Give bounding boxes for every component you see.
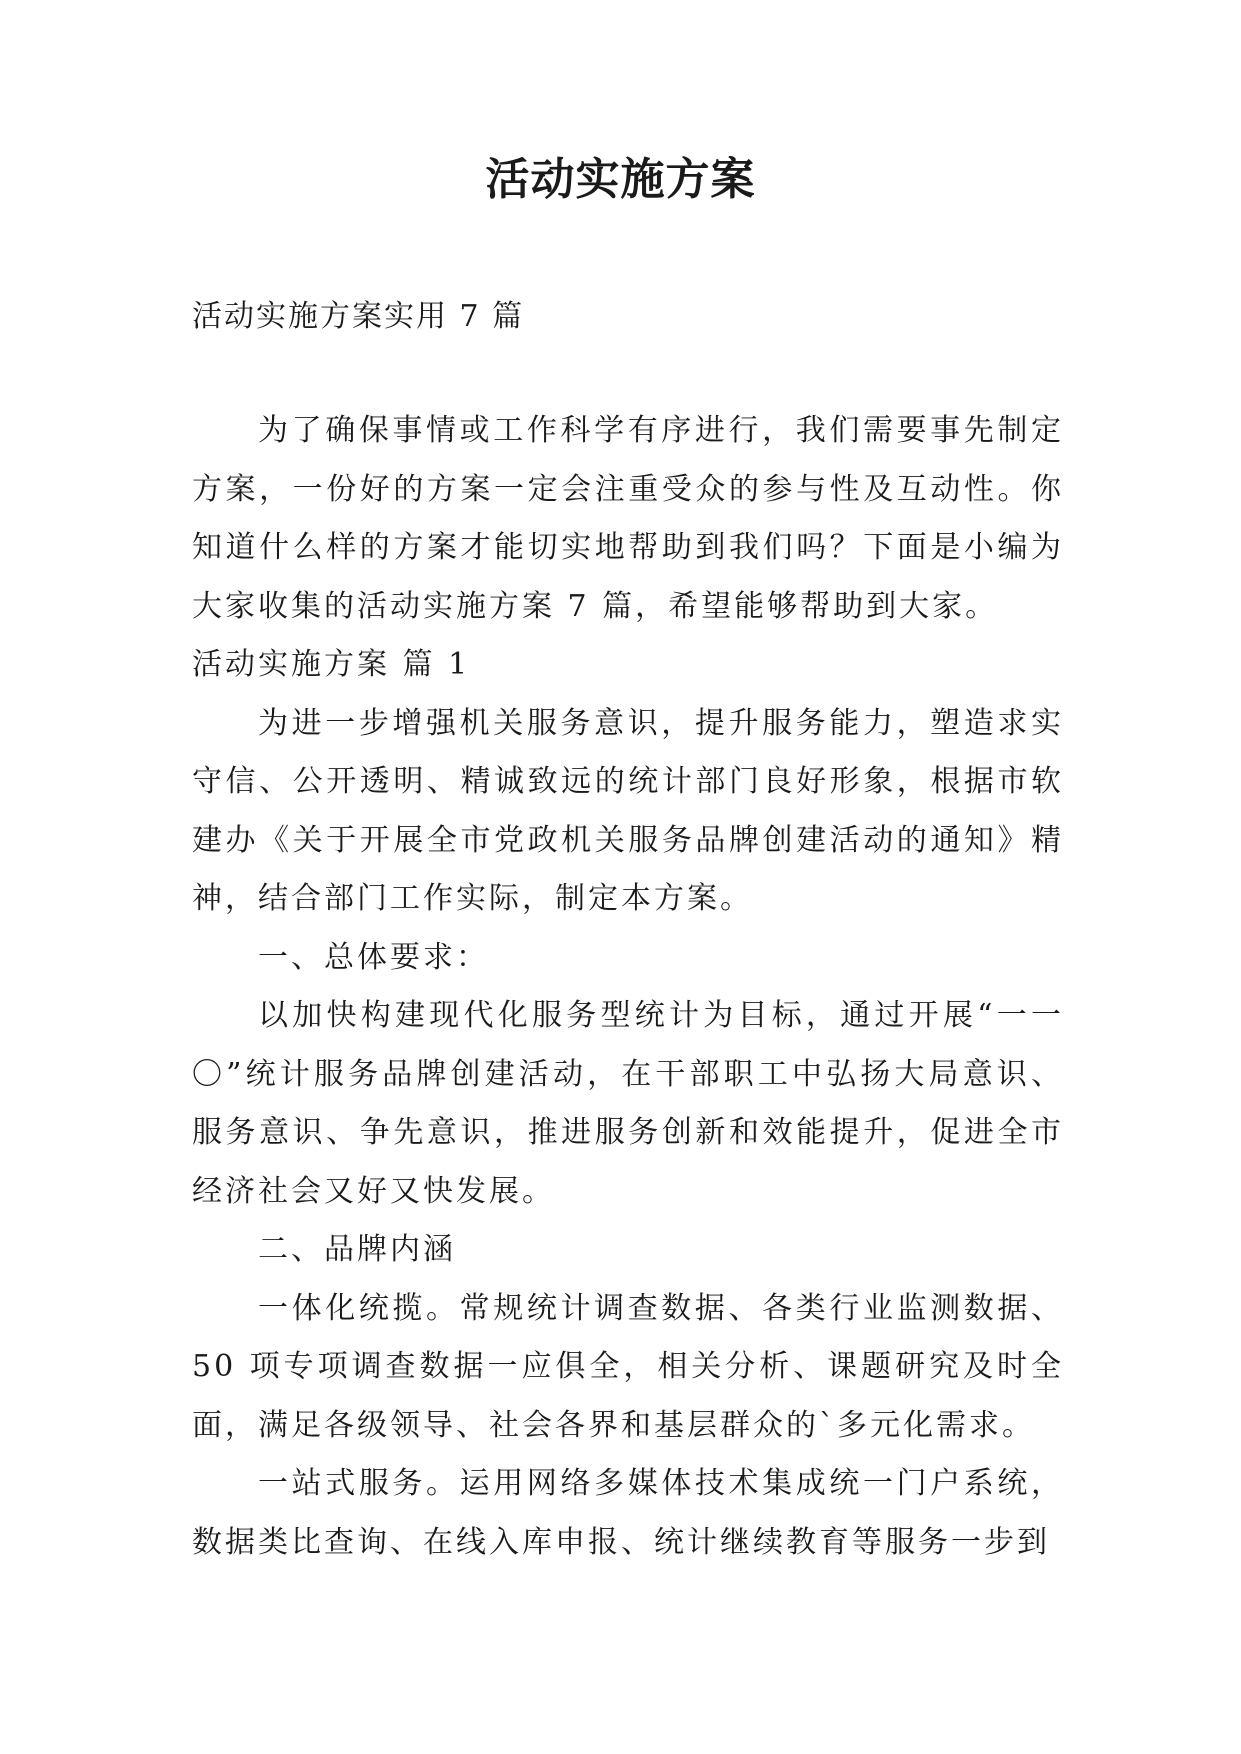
- paragraph: 一体化统揽。常规统计调查数据、各类行业监测数据、50 项专项调查数据一应俱全，相关分析、课题研究及时全面，满足各级领导、社会各界和基层群众的`多元化需求。: [192, 1290, 1064, 1443]
- paragraph: 一、总体要求：: [258, 939, 489, 975]
- paragraph: 以加快构建现代化服务型统计为目标，通过开展“一一〇”统计服务品牌创建活动，在干部职工中弘扬大局意识、服务意识、争先意识，推进服务创新和效能提升，促进全市经济社会又好又快发展。: [192, 998, 1064, 1209]
- paragraph: 为进一步增强机关服务意识，提升服务能力，塑造求实守信、公开透明、精诚致远的统计部门良好形象，根据市软建办《关于开展全市党政机关服务品牌创建活动的通知》精神，结合部门工作实际，制定本方案。: [192, 705, 1064, 916]
- document-body: [192, 402, 1064, 1572]
- paragraph: 为了确保事情或工作科学有序进行，我们需要事先制定方案，一份好的方案一定会注重受众的参与性及互动性。你知道什么样的方案才能切实地帮助到我们吗？下面是小编为大家收集的活动实施方案 7 篇，希望能够帮助到大家。: [192, 413, 1064, 624]
- paragraph: 一站式服务。运用网络多媒体技术集成统一门户系统，数据类比查询、在线入库申报、统计继续教育等服务一步到: [192, 1466, 1064, 1560]
- paragraph: 活动实施方案 篇 1: [192, 647, 471, 682]
- document-title: 活动实施方案: [485, 154, 756, 205]
- document-subtitle: 活动实施方案实用 7 篇: [192, 299, 525, 334]
- paragraph: 二、品牌内涵: [258, 1232, 456, 1267]
